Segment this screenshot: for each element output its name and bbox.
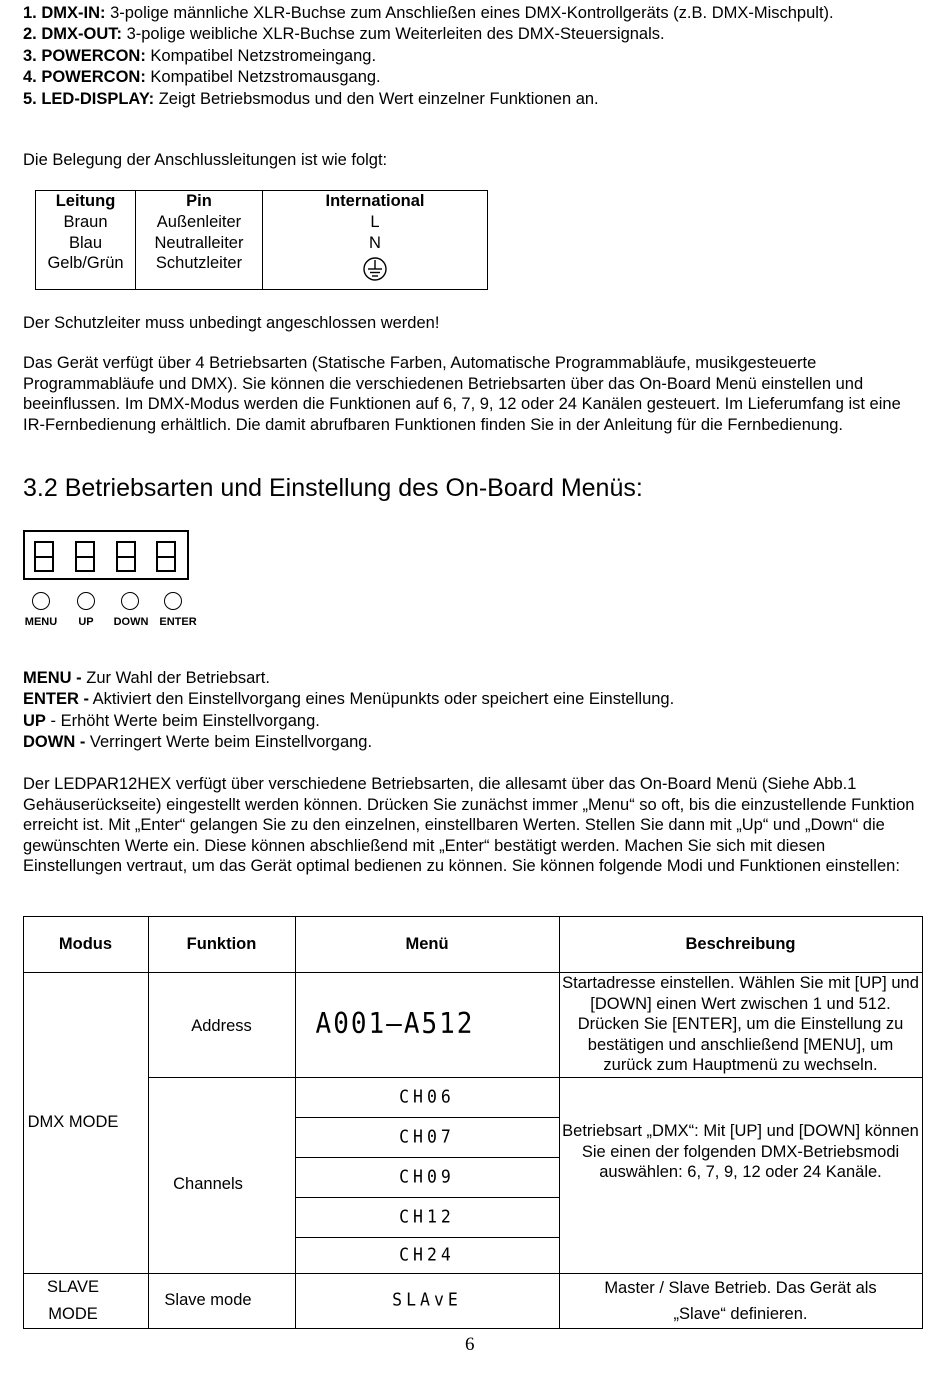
up-button-label: UP (78, 616, 94, 628)
menu-button (32, 592, 50, 610)
list-item: 4. POWERCON: Kompatibel Netzstromausgang. (23, 68, 381, 87)
wiring-table (35, 190, 488, 290)
down-button (121, 592, 139, 610)
dmx-mode-label: DMX MODE (27, 1113, 119, 1132)
digit (116, 541, 136, 572)
table-header: Modus (58, 934, 113, 953)
table-header: Beschreibung (685, 934, 796, 953)
channel-menu-item: CH06 (399, 1085, 455, 1107)
address-description: Startadresse einstellen. Wählen Sie mit [UP] und [DOWN] einen Wert zwischen 1 und 512. Drücken Sie [ENTER], um die Einstellung zu bestätigen und anschließend [MENU], um zurück zum Hauptmenü zu wechseln. (562, 974, 919, 1075)
table-row: Braun Außenleiter L (36, 212, 488, 233)
menu-paragraph: Der LEDPAR12HEX verfügt über verschiedene Betriebsarten, die allesamt über das On-Board Menü (Siehe Abb.1 Gehäuserückseite) eingestellt werden können. Drücken Sie zunächst immer „Menu“ so oft, bis die einzustellende Funktion erreicht ist. Mit „Enter“ gelangen Sie zu den einzelnen, einstellbaren Werten. Stellen Sie dann mit „Up“ und „Down“ die gewünschten Werte ein. Diese können abschließend mit „Enter“ bestätigt werden. Machen Sie sich mit diesen Einstellungen vertraut, um das Gerät optimal bedienen zu können. Sie können folgende Modi und Funktionen einstellen: (23, 775, 915, 875)
slave-mode-label: SLAVE MODE (47, 1277, 99, 1323)
button-descriptions (23, 668, 674, 754)
enter-button-label: ENTER (159, 616, 197, 628)
list-item: MENU - Zur Wahl der Betriebsart. (23, 669, 270, 687)
channel-menu-item: CH09 (399, 1165, 455, 1187)
address-menu: A001–A512 (315, 1007, 475, 1041)
modes-paragraph: Das Gerät verfügt über 4 Betriebsarten (Statische Farben, Automatische Programmabläufe, musikgesteuerte Programmabläufe und DMX). Sie können die verschiedenen Betriebsarten über das On-Board Menü einstellen und beeinflussen. Im DMX-Modus werden die Funktionen auf 6, 7, 9, 12 oder 24 Kanälen gesteuert. Im Lieferumfang ist eine IR-Fernbedienung erhältlich. Die damit abrufbaren Funktionen finden Sie in der Anleitung für die Fernbedienung. (23, 354, 901, 434)
connector-list (23, 3, 834, 110)
list-item: 2. DMX-OUT: 3-polige weibliche XLR-Buchse zum Weiterleiten des DMX-Steuersignals. (23, 25, 665, 44)
digit (156, 541, 176, 572)
list-item: UP - Erhöht Werte beim Einstellvorgang. (23, 711, 320, 730)
table-header: Funktion (186, 934, 257, 953)
up-button (77, 592, 95, 610)
channels-description: Betriebsart „DMX“: Mit [UP] und [DOWN] können Sie einen der folgenden DMX-Betriebsmodi auswählen: 6, 7, 9, 12 oder 24 Kanäle. (562, 1122, 919, 1182)
list-item: 3. POWERCON: Kompatibel Netzstromeingang. (23, 46, 377, 65)
channels-label: Channels (173, 1174, 243, 1193)
section-title: 3.2 Betriebsarten und Einstellung des On-Board Menüs: (23, 474, 643, 502)
mode-table (23, 916, 923, 1329)
address-label: Address (191, 1017, 252, 1035)
list-item: 5. LED-DISPLAY: Zeigt Betriebsmodus und den Wert einzelner Funktionen an. (23, 89, 599, 108)
ground-note: Der Schutzleiter muss unbedingt angeschlossen werden! (23, 314, 440, 332)
down-button-label: DOWN (113, 616, 149, 628)
wiring-intro: Die Belegung der Anschlussleitungen ist wie folgt: (23, 151, 388, 169)
digit (34, 541, 54, 572)
channel-menu-item: CH12 (399, 1205, 455, 1227)
page-number: 6 (465, 1334, 475, 1355)
menu-button-label: MENU (24, 616, 58, 628)
slave-menu: SLAvE (392, 1289, 462, 1311)
slave-description: Master / Slave Betrieb. Das Gerät als „Slave“ definieren. (604, 1278, 877, 1323)
slave-function-label: Slave mode (164, 1291, 252, 1310)
table-header: Leitung (36, 191, 136, 213)
channel-menu-item: CH07 (399, 1125, 455, 1147)
table-header: Menü (405, 934, 449, 953)
list-item: DOWN - Verringert Werte beim Einstellvorgang. (23, 733, 373, 752)
table-header: International (263, 191, 488, 213)
table-row: Gelb/Grün Schutzleiter (36, 254, 488, 290)
channel-menu-item: CH24 (399, 1243, 455, 1265)
list-item: ENTER - Aktiviert den Einstellvorgang eines Menüpunkts oder speichert eine Einstellung. (23, 690, 675, 709)
list-item: 1. DMX-IN: 3-polige männliche XLR-Buchse zum Anschließen eines DMX-Kontrollgeräts (z.B. DMX-Mischpult). (23, 4, 834, 22)
table-row: Blau Neutralleiter N (36, 233, 488, 254)
led-display (23, 530, 189, 580)
table-header: Pin (136, 191, 263, 213)
enter-button (164, 592, 182, 610)
ground-icon (263, 254, 488, 290)
digit (75, 541, 95, 572)
